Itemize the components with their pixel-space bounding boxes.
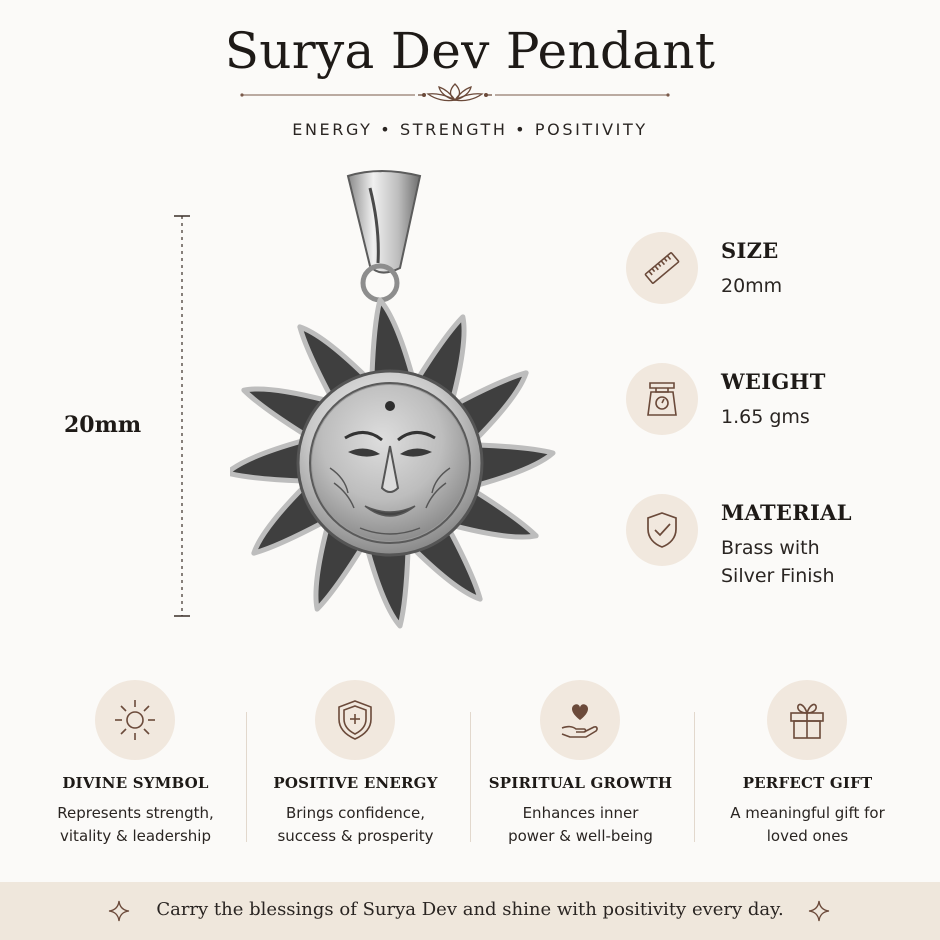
feature-positive-energy	[243, 680, 468, 850]
feature-desc	[23, 802, 248, 848]
feature-divine-symbol	[23, 680, 248, 850]
shield-plus-icon	[315, 680, 395, 760]
sun-icon	[95, 680, 175, 760]
gift-icon	[767, 680, 847, 760]
feature-title: SPIRITUAL GROWTH	[488, 774, 673, 792]
spec-material	[626, 494, 926, 604]
feature-title: POSITIVE ENERGY	[273, 774, 438, 792]
lotus-divider-ornament	[240, 82, 670, 106]
feature-desc-line2: vitality & leadership	[60, 827, 211, 845]
shield-check-icon	[626, 494, 698, 566]
feature-desc	[695, 802, 920, 848]
feature-desc	[243, 802, 468, 848]
footer-banner	[0, 882, 940, 940]
feature-title: DIVINE SYMBOL	[62, 774, 209, 792]
spec-weight-label: WEIGHT	[721, 369, 826, 394]
feature-desc	[468, 802, 693, 848]
dimension-label: 20mm	[64, 412, 142, 438]
feature-desc-line1: Represents strength,	[57, 804, 214, 822]
page-title: Surya Dev Pendant	[224, 22, 716, 80]
feature-title: PERFECT GIFT	[742, 774, 873, 792]
feature-desc-line1: Enhances inner	[522, 804, 639, 822]
footer-text: Carry the blessings of Surya Dev and shine with positivity every day.	[156, 899, 784, 920]
spec-material-value	[721, 534, 921, 590]
height-measure-line	[172, 215, 192, 617]
spec-material-label: MATERIAL	[721, 500, 852, 525]
spec-material-value-line1: Brass with	[721, 537, 820, 559]
spec-size	[626, 232, 926, 322]
spec-weight-value: 1.65 gms	[721, 406, 810, 428]
feature-desc-line1: Brings confidence,	[285, 804, 426, 822]
feature-desc-line1: A meaningful gift for	[730, 804, 885, 822]
sparkle-icon	[808, 900, 830, 922]
feature-perfect-gift	[695, 680, 920, 850]
sun-pendant-image	[230, 168, 570, 638]
spec-size-value: 20mm	[721, 275, 783, 297]
spec-size-label: SIZE	[721, 238, 779, 263]
spec-material-value-line2: Silver Finish	[721, 565, 835, 587]
feature-desc-line2: success & prosperity	[277, 827, 434, 845]
ruler-icon	[626, 232, 698, 304]
heart-hand-icon	[540, 680, 620, 760]
spec-weight	[626, 363, 926, 453]
feature-spiritual-growth	[468, 680, 693, 850]
tagline: ENERGY • STRENGTH • POSITIVITY	[292, 120, 648, 139]
feature-desc-line2: loved ones	[766, 827, 849, 845]
feature-desc-line2: power & well-being	[508, 827, 653, 845]
scale-icon	[626, 363, 698, 435]
